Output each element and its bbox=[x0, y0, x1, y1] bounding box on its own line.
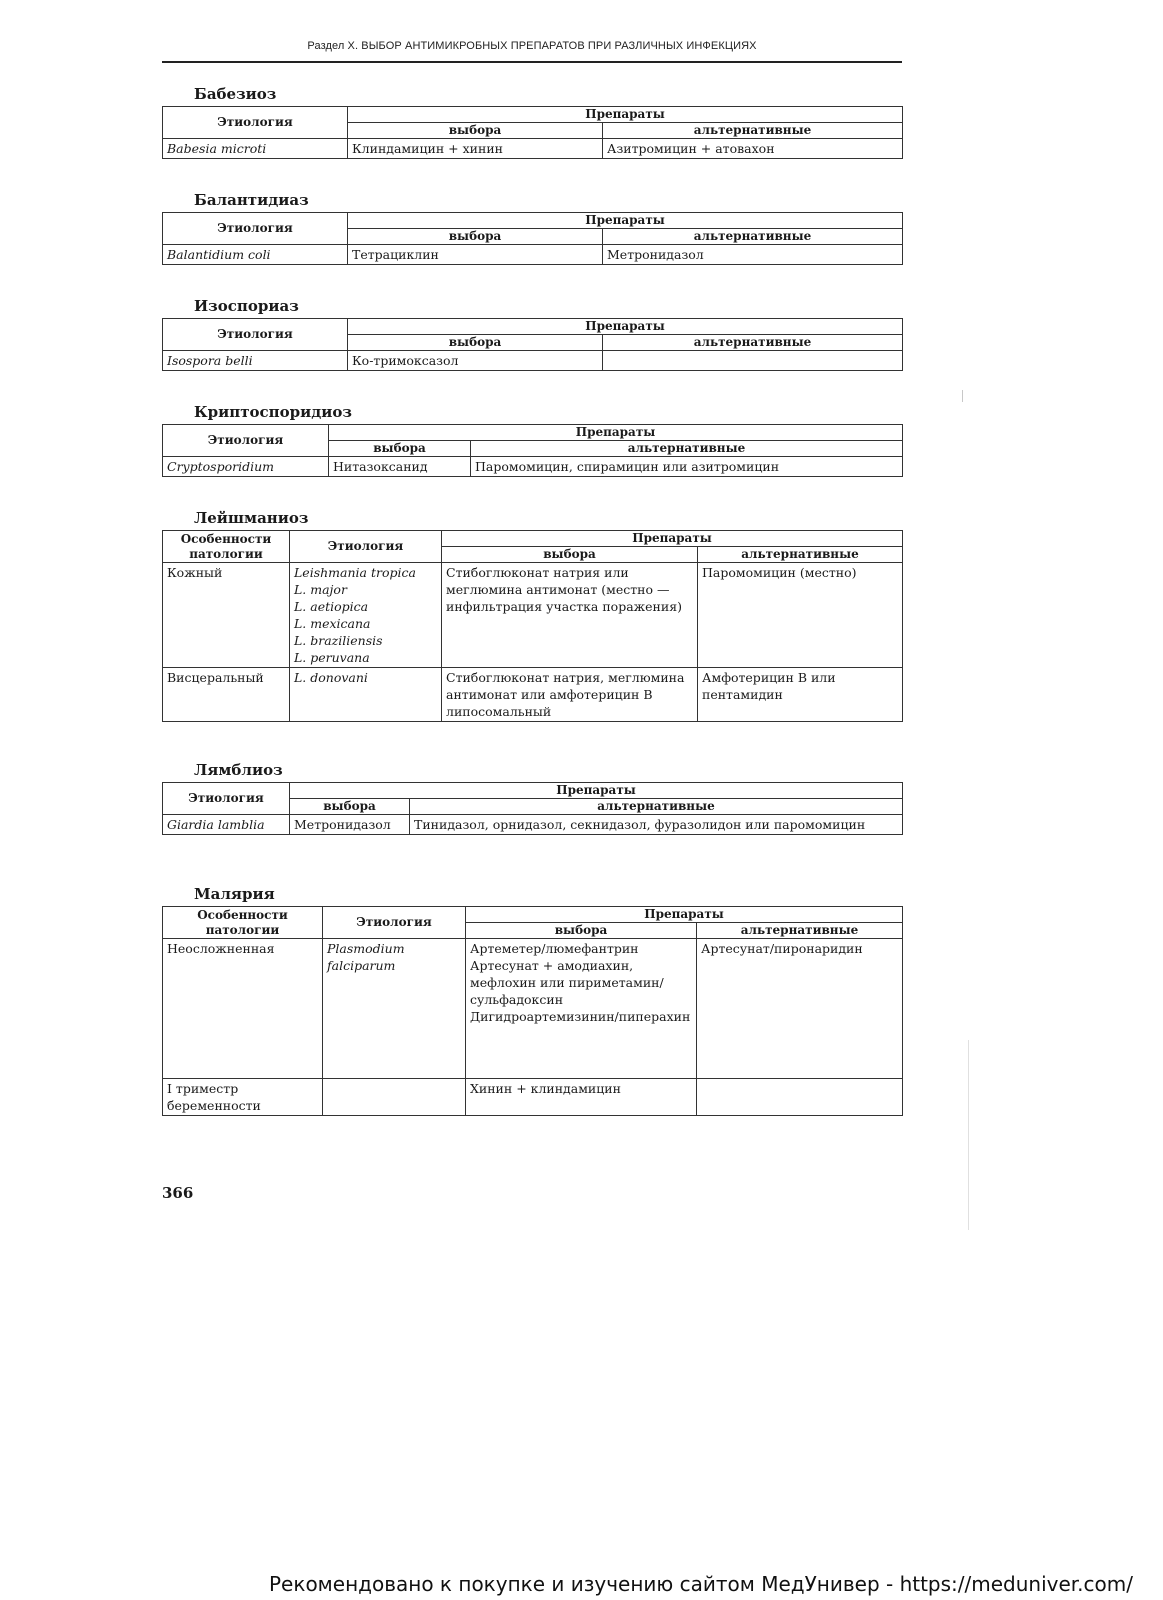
scan-mark bbox=[962, 390, 963, 402]
section-giardiasis bbox=[162, 760, 902, 835]
choice-cell: Стибоглюконат натрия, меглюмина антимонат или амфотерицин В липосомальный bbox=[442, 668, 698, 722]
choice-cell: Тетрациклин bbox=[348, 245, 603, 265]
pathology-cell: Кожный bbox=[163, 563, 290, 668]
drugs-header: Препараты bbox=[348, 107, 903, 123]
footer-note: Рекомендовано к покупке и изучению сайтом МедУнивер - https://meduniver.com/ bbox=[269, 1572, 1133, 1596]
isosporiasis-table bbox=[162, 318, 903, 371]
alternative-header: альтернативные bbox=[603, 123, 903, 139]
choice-cell bbox=[466, 939, 697, 1079]
alternative-cell: Тинидазол, орнидазол, секнидазол, фуразолидон или паромомицин bbox=[410, 815, 903, 835]
section-malaria bbox=[162, 884, 902, 1116]
section-balantidiasis bbox=[162, 190, 902, 265]
pathology-header: Особенности патологии bbox=[163, 907, 323, 939]
alternative-cell: Азитромицин + атовахон bbox=[603, 139, 903, 159]
drugs-header: Препараты bbox=[348, 319, 903, 335]
choice-cell: Метронидазол bbox=[290, 815, 410, 835]
scan-mark bbox=[968, 1040, 969, 1230]
regimen: Хинин + клиндамицин bbox=[470, 1081, 621, 1096]
regimen: Артеметер/люмефантрин bbox=[470, 941, 639, 956]
species-name: L. aetiopica bbox=[294, 599, 369, 614]
table-row bbox=[163, 1079, 903, 1116]
drugs-header: Препараты bbox=[466, 907, 903, 923]
etiology-cell bbox=[323, 1079, 466, 1116]
drugs-header: Препараты bbox=[290, 783, 903, 799]
choice-cell bbox=[466, 1079, 697, 1116]
section-title: Балантидиаз bbox=[194, 191, 309, 209]
alternative-header: альтернативные bbox=[603, 335, 903, 351]
section-title: Криптоспоридиоз bbox=[194, 403, 352, 421]
leishmaniasis-table bbox=[162, 530, 903, 722]
alternative-header: альтернативные bbox=[603, 229, 903, 245]
choice-cell: Клиндамицин + хинин bbox=[348, 139, 603, 159]
choice-header: выбора bbox=[348, 229, 603, 245]
section-cryptosporidiosis bbox=[162, 402, 902, 477]
alternative-cell: Паромомицин (местно) bbox=[698, 563, 903, 668]
section-title: Изоспориаз bbox=[194, 297, 299, 315]
species-name: L. peruvana bbox=[294, 650, 370, 665]
pathology-cell: Висцеральный bbox=[163, 668, 290, 722]
species-name: L. braziliensis bbox=[294, 633, 383, 648]
etiology-cell: Babesia microti bbox=[163, 139, 348, 159]
table-row bbox=[163, 245, 903, 265]
section-title: Лейшманиоз bbox=[194, 509, 309, 527]
etiology-cell: Cryptosporidium bbox=[163, 457, 329, 477]
table-row bbox=[163, 457, 903, 477]
table-row bbox=[163, 139, 903, 159]
etiology-cell bbox=[290, 668, 442, 722]
pathology-cell: Неосложненная bbox=[163, 939, 323, 1079]
table-row bbox=[163, 939, 903, 1079]
alternative-header: альтернативные bbox=[697, 923, 903, 939]
giardiasis-table bbox=[162, 782, 903, 835]
species-name: Leishmania tropica bbox=[294, 565, 416, 580]
alternative-cell: Артесунат/пиронаридин bbox=[697, 939, 903, 1079]
pathology-cell: I триместр беременности bbox=[163, 1079, 323, 1116]
etiology-header: Этиология bbox=[163, 213, 348, 245]
table-row bbox=[163, 668, 903, 722]
species-name: L. major bbox=[294, 582, 347, 597]
section-babesiosis bbox=[162, 84, 902, 159]
table-row bbox=[163, 351, 903, 371]
choice-header: выбора bbox=[290, 799, 410, 815]
alternative-header: альтернативные bbox=[410, 799, 903, 815]
table-row bbox=[163, 815, 903, 835]
regimen: Дигидроартемизинин/пиперахин bbox=[470, 1009, 691, 1024]
alternative-cell bbox=[697, 1079, 903, 1116]
malaria-table bbox=[162, 906, 903, 1116]
etiology-header: Этиология bbox=[323, 907, 466, 939]
choice-header: выбора bbox=[348, 123, 603, 139]
section-title: Малярия bbox=[194, 885, 275, 903]
choice-header: выбора bbox=[442, 547, 698, 563]
etiology-header: Этиология bbox=[163, 425, 329, 457]
drugs-header: Препараты bbox=[329, 425, 903, 441]
page-number: 366 bbox=[162, 1184, 194, 1202]
species-name: L. donovani bbox=[294, 670, 368, 685]
table-row bbox=[163, 563, 903, 668]
drugs-header: Препараты bbox=[442, 531, 903, 547]
alternative-header: альтернативные bbox=[471, 441, 903, 457]
etiology-header: Этиология bbox=[163, 783, 290, 815]
alternative-cell bbox=[603, 351, 903, 371]
alternative-cell: Амфотерицин В или пентамидин bbox=[698, 668, 903, 722]
alternative-header: альтернативные bbox=[698, 547, 903, 563]
regimen: Артесунат + амодиахин, мефлохин или пириметамин/сульфадоксин bbox=[470, 958, 664, 1007]
choice-cell: Нитазоксанид bbox=[329, 457, 471, 477]
alternative-cell: Метронидазол bbox=[603, 245, 903, 265]
babesiosis-table bbox=[162, 106, 903, 159]
section-isosporiasis bbox=[162, 296, 902, 371]
choice-header: выбора bbox=[329, 441, 471, 457]
drugs-header: Препараты bbox=[348, 213, 903, 229]
etiology-cell: Isospora belli bbox=[163, 351, 348, 371]
species-name: L. mexicana bbox=[294, 616, 371, 631]
etiology-header: Этиология bbox=[290, 531, 442, 563]
choice-header: выбора bbox=[466, 923, 697, 939]
etiology-cell: Balantidium coli bbox=[163, 245, 348, 265]
choice-header: выбора bbox=[348, 335, 603, 351]
alternative-cell: Паромомицин, спирамицин или азитромицин bbox=[471, 457, 903, 477]
section-leishmaniasis bbox=[162, 508, 902, 722]
choice-cell: Стибоглюконат натрия или меглюмина антимонат (местно — инфильтрация участка поражения) bbox=[442, 563, 698, 668]
etiology-header: Этиология bbox=[163, 319, 348, 351]
choice-cell: Ко-тримоксазол bbox=[348, 351, 603, 371]
section-title: Лямблиоз bbox=[194, 761, 283, 779]
etiology-header: Этиология bbox=[163, 107, 348, 139]
section-title: Бабезиоз bbox=[194, 85, 277, 103]
header-rule bbox=[162, 61, 902, 63]
etiology-cell bbox=[290, 563, 442, 668]
etiology-cell: Plasmodium falciparum bbox=[323, 939, 466, 1079]
cryptosporidiosis-table bbox=[162, 424, 903, 477]
balantidiasis-table bbox=[162, 212, 903, 265]
running-header: Раздел X. ВЫБОР АНТИМИКРОБНЫХ ПРЕПАРАТОВ ПРИ РАЗЛИЧНЫХ ИНФЕКЦИЯХ bbox=[307, 40, 757, 52]
pathology-header: Особенности патологии bbox=[163, 531, 290, 563]
etiology-cell: Giardia lamblia bbox=[163, 815, 290, 835]
